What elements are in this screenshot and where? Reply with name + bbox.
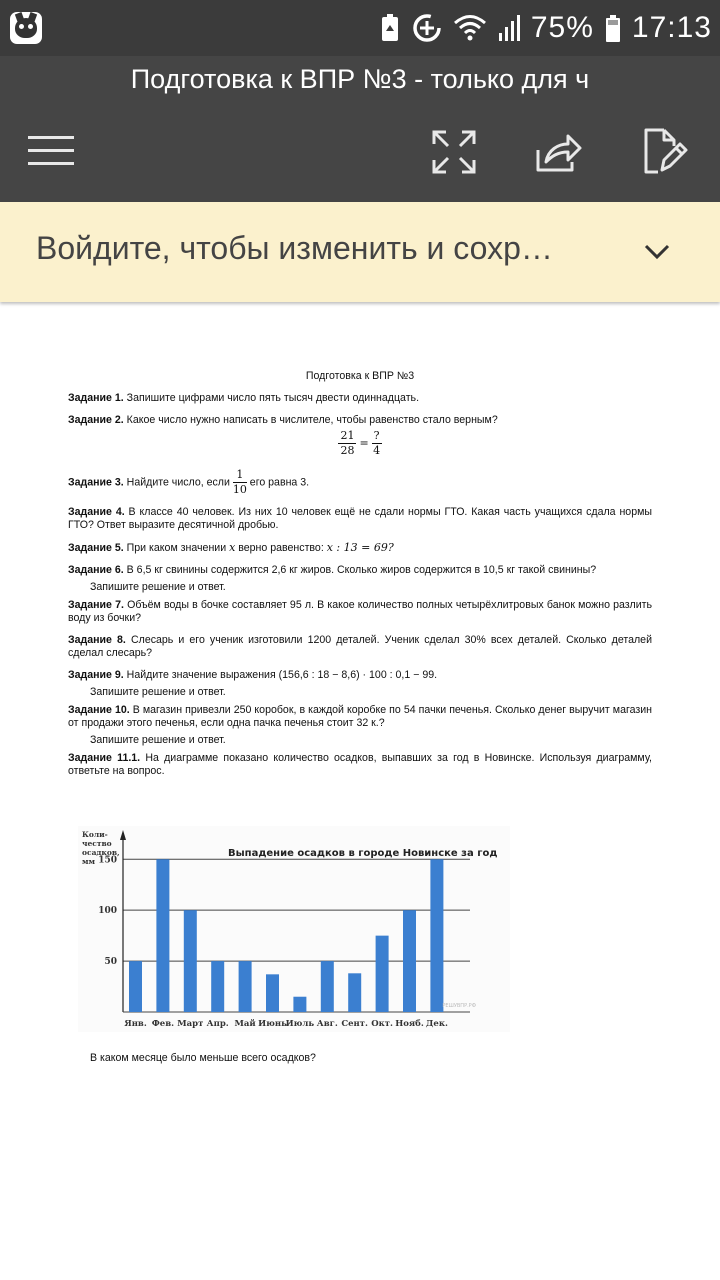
task-4: Задание 4. В классе 40 человек. Из них 10 человек ещё не сдали нормы ГТО. Какая часть учащихся сдала нормы ГТО? Ответ выразите десятичной дробью. [68, 506, 652, 531]
fullscreen-icon [428, 126, 480, 178]
battery-icon [604, 13, 622, 43]
x-tick-label: Окт. [371, 1019, 393, 1029]
task-6-note: Запишите решение и ответ. [90, 581, 226, 593]
task-9-note: Запишите решение и ответ. [90, 686, 226, 698]
fraction: $\frac{21}{28}$ [340, 429, 355, 457]
fraction: $\frac{?}{4}$ [373, 429, 381, 457]
watermark: РЕШУВПР.РФ [442, 1003, 476, 1009]
fullscreen-button[interactable] [428, 126, 480, 178]
bar [321, 961, 334, 1012]
bar [184, 910, 197, 1012]
bar [239, 961, 252, 1012]
task-2-equation: $\frac{21}{28}$ = $\frac{?}{4}$ [340, 429, 381, 457]
cat-app-icon [10, 12, 42, 44]
bar [430, 859, 443, 1012]
task-11-question: В каком месяце было меньше всего осадков? [90, 1051, 316, 1064]
y-axis-label: осадков, [82, 848, 120, 857]
x-tick-label: Нояб. [395, 1019, 424, 1029]
banner-text: Войдите, чтобы изменить и сохр… [36, 230, 553, 266]
status-icons [379, 0, 712, 56]
battery-percent: 75% [530, 11, 594, 44]
bar [129, 961, 142, 1012]
task-7: Задание 7. Объём воды в бочке составляет 95 л. В какое количество полных четырёхлитровых банок можно разлить воду из бочки? [68, 599, 653, 624]
x-tick-label: Июль [285, 1019, 315, 1029]
app-toolbar [0, 56, 720, 202]
x-tick-label: Март [177, 1019, 204, 1029]
chevron-down-icon[interactable] [642, 236, 672, 266]
task-2: Задание 2. Какое число нужно написать в числителе, чтобы равенство стало верным? [68, 414, 498, 426]
edit-button[interactable] [638, 126, 690, 178]
document-heading: Подготовка к ВПР №3 [305, 370, 415, 382]
x-tick-label: Сент. [341, 1019, 369, 1029]
document-page [68, 370, 652, 787]
bar [376, 936, 389, 1012]
x-tick-label: Фев. [151, 1019, 175, 1029]
x-tick-label: Июнь [258, 1019, 287, 1029]
edit-icon [638, 126, 690, 178]
task-1: Задание 1. Запишите цифрами число пять тысяч двести одиннадцать. [68, 392, 420, 404]
chart-title: Выпадение осадков в городе Новинске за год [228, 848, 498, 859]
y-tick-label: 100 [98, 906, 117, 917]
x-tick-label: Апр. [206, 1019, 229, 1029]
task-6: Задание 6. В 6,5 кг свинины содержится 2,6 кг жиров. Сколько жиров содержится в 10,5 кг такой свинины? [68, 564, 597, 576]
share-button[interactable] [532, 126, 584, 178]
sign-in-banner[interactable] [0, 202, 720, 302]
y-axis-label: Коли- [82, 830, 108, 839]
task-10-note: Запишите решение и ответ. [90, 734, 226, 746]
bar [293, 997, 306, 1012]
share-icon [532, 126, 584, 178]
task-9: Задание 9. Найдите значение выражения (156,6 : 18 − 8,6) · 100 : 0,1 − 99. [68, 669, 438, 681]
x-tick-label: Авг. [316, 1019, 338, 1029]
wifi-icon [453, 13, 487, 43]
y-axis-label: мм [82, 857, 96, 866]
bar [266, 974, 279, 1012]
task-10: Задание 10. В магазин привезли 250 коробок, в каждой коробке по 54 пачки печенья. Сколько денег выручит магазин от продажи этого печенья, если одна пачка печенья стоит 32 к.? [68, 704, 652, 729]
bar [211, 961, 224, 1012]
status-bar [0, 0, 720, 56]
fraction: $\frac{1}{10}$ [232, 468, 247, 496]
task-3: Задание 3. Найдите число, если $\frac{1}{10}$ его равна 3. [68, 468, 310, 496]
data-saver-icon [411, 12, 443, 44]
signal-icon [497, 13, 521, 43]
bar [403, 910, 416, 1012]
battery-saver-icon [379, 13, 401, 43]
x-tick-label: Май [234, 1019, 256, 1029]
task-8: Задание 8. Слесарь и его ученик изготовили 1200 деталей. Ученик сделал 30% всех деталей. Сколько деталей сделал слесарь? [68, 634, 652, 659]
y-axis-arrow [120, 830, 126, 840]
bar [348, 973, 361, 1012]
clock: 17:13 [631, 11, 712, 44]
task-11: Задание 11.1. На диаграмме показано количество осадков, выпавших за год в Новинске. Используя диаграмму, ответьте на вопрос. [68, 752, 652, 777]
bar [156, 859, 169, 1012]
chart-svg [78, 826, 510, 1032]
document-title: Подготовка к ВПР №3 - только для ч [130, 64, 590, 94]
y-tick-label: 50 [104, 957, 117, 968]
precipitation-chart [78, 826, 510, 1032]
y-tick-label: 150 [98, 855, 117, 866]
x-tick-label: Дек. [425, 1019, 448, 1029]
y-axis-label: чество [82, 839, 112, 848]
x-tick-label: Янв. [124, 1019, 147, 1029]
task-5: Задание 5. При каком значении x верно равенство: x : 13 = 69? [68, 541, 394, 554]
menu-button[interactable] [28, 126, 80, 178]
